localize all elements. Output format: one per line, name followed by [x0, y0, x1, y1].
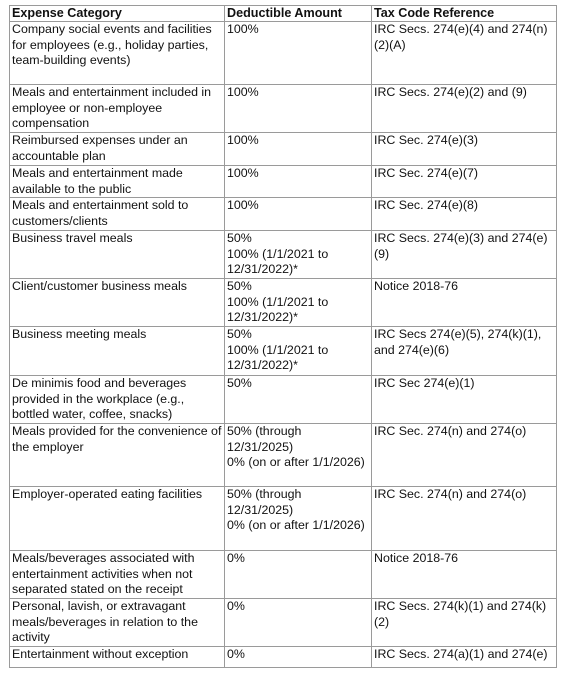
deductible-amount-line: 100% (1/1/2021 to 12/31/2022)*	[227, 342, 329, 373]
deductible-amount-line: 0%	[227, 599, 245, 614]
table-row	[10, 133, 557, 166]
deductible-amount-line: 100%	[227, 166, 259, 180]
expense-category-cell: Entertainment without exception	[10, 647, 225, 668]
header-tax-code-reference: Tax Code Reference	[372, 6, 557, 22]
table-row	[10, 166, 557, 198]
tax-code-reference-cell: IRC Sec 274(e)(1)	[372, 376, 557, 424]
expense-category-cell: Meals provided for the convenience of the employer	[10, 424, 225, 487]
tax-code-reference-cell: IRC Secs. 274(e)(3) and 274(e)(9)	[372, 231, 557, 279]
expense-category-cell: Personal, lavish, or extravagant meals/beverages in relation to the activity	[10, 599, 225, 647]
deductible-amount-cell	[225, 133, 372, 166]
deductible-amount-cell	[225, 22, 372, 85]
deductible-amount-cell	[225, 551, 372, 599]
tax-code-reference-cell: Notice 2018-76	[372, 279, 557, 327]
deductible-amount-line: 0%	[227, 647, 245, 662]
deductible-amount-line: 50%	[227, 376, 252, 391]
expense-category-cell: Meals and entertainment sold to customers/clients	[10, 198, 225, 231]
deductible-amount-cell	[225, 279, 372, 327]
deductible-amount-line: 0% (on or after 1/1/2026)	[227, 455, 365, 470]
deductible-amount-line: 100%	[227, 198, 259, 213]
expense-category-cell: Company social events and facilities for employees (e.g., holiday parties, team-building events)	[10, 22, 225, 85]
table-row	[10, 647, 557, 668]
expense-category-cell: Business meeting meals	[10, 327, 225, 376]
deductible-amount-cell	[225, 647, 372, 668]
table-row	[10, 85, 557, 133]
expense-table-container	[9, 5, 557, 668]
table-row	[10, 599, 557, 647]
expense-category-cell: Meals and entertainment made available to the public	[10, 166, 225, 198]
deductible-amount-line: 100% (1/1/2021 to 12/31/2022)*	[227, 246, 329, 277]
deductible-amount-cell	[225, 424, 372, 487]
expense-category-cell: Business travel meals	[10, 231, 225, 279]
table-row	[10, 424, 557, 487]
deductible-amount-line: 50%	[227, 231, 252, 246]
expense-category-cell: Meals and entertainment included in employee or non-employee compensation	[10, 85, 225, 133]
deductible-amount-line: 100%	[227, 85, 259, 99]
deductible-amount-cell	[225, 166, 372, 198]
expense-category-cell: Meals/beverages associated with entertainment activities when not separated stated on the receipt	[10, 551, 225, 599]
tax-code-reference-cell: IRC Sec. 274(e)(3)	[372, 133, 557, 166]
deductible-amount-line: 100%	[227, 22, 259, 36]
table-row	[10, 22, 557, 85]
expense-category-cell: Client/customer business meals	[10, 279, 225, 327]
table-row	[10, 487, 557, 551]
table-row	[10, 279, 557, 327]
deductible-amount-line: 50% (through 12/31/2025)	[227, 424, 302, 454]
deductible-amount-cell	[225, 198, 372, 231]
deductible-amount-cell	[225, 376, 372, 424]
expense-category-cell: Reimbursed expenses under an accountable plan	[10, 133, 225, 166]
deductible-amount-line: 0%	[227, 551, 245, 566]
table-row	[10, 231, 557, 279]
header-deductible-amount: Deductible Amount	[225, 6, 372, 22]
deductible-amount-cell	[225, 327, 372, 376]
table-row	[10, 327, 557, 376]
header-expense-category: Expense Category	[10, 6, 225, 22]
deductible-amount-cell	[225, 599, 372, 647]
tax-code-reference-cell: IRC Secs. 274(k)(1) and 274(k)(2)	[372, 599, 557, 647]
tax-code-reference-cell: IRC Secs. 274(a)(1) and 274(e)	[372, 647, 557, 668]
table-row	[10, 551, 557, 599]
tax-code-reference-cell: IRC Sec. 274(e)(7)	[372, 166, 557, 198]
expense-deduction-table	[9, 5, 557, 668]
deductible-amount-cell	[225, 487, 372, 551]
tax-code-reference-cell: Notice 2018-76	[372, 551, 557, 599]
table-header-row	[10, 6, 557, 22]
deductible-amount-line: 0% (on or after 1/1/2026)	[227, 518, 365, 533]
deductible-amount-line: 100% (1/1/2021 to 12/31/2022)*	[227, 294, 329, 325]
tax-code-reference-cell: IRC Secs. 274(e)(2) and (9)	[372, 85, 557, 133]
expense-category-cell: De minimis food and beverages provided in the workplace (e.g., bottled water, coffee, snacks)	[10, 376, 225, 424]
table-row	[10, 198, 557, 231]
deductible-amount-cell	[225, 231, 372, 279]
tax-code-reference-cell: IRC Sec. 274(n) and 274(o)	[372, 424, 557, 487]
tax-code-reference-cell: IRC Secs 274(e)(5), 274(k)(1), and 274(e)(6)	[372, 327, 557, 376]
deductible-amount-line: 50%	[227, 279, 252, 294]
tax-code-reference-cell: IRC Secs. 274(e)(4) and 274(n)(2)(A)	[372, 22, 557, 85]
expense-category-cell: Employer-operated eating facilities	[10, 487, 225, 551]
deductible-amount-line: 50% (through 12/31/2025)	[227, 487, 302, 517]
tax-code-reference-cell: IRC Sec. 274(n) and 274(o)	[372, 487, 557, 551]
deductible-amount-line: 100%	[227, 133, 259, 147]
table-row	[10, 376, 557, 424]
tax-code-reference-cell: IRC Sec. 274(e)(8)	[372, 198, 557, 231]
deductible-amount-line: 50%	[227, 327, 252, 342]
deductible-amount-cell	[225, 85, 372, 133]
